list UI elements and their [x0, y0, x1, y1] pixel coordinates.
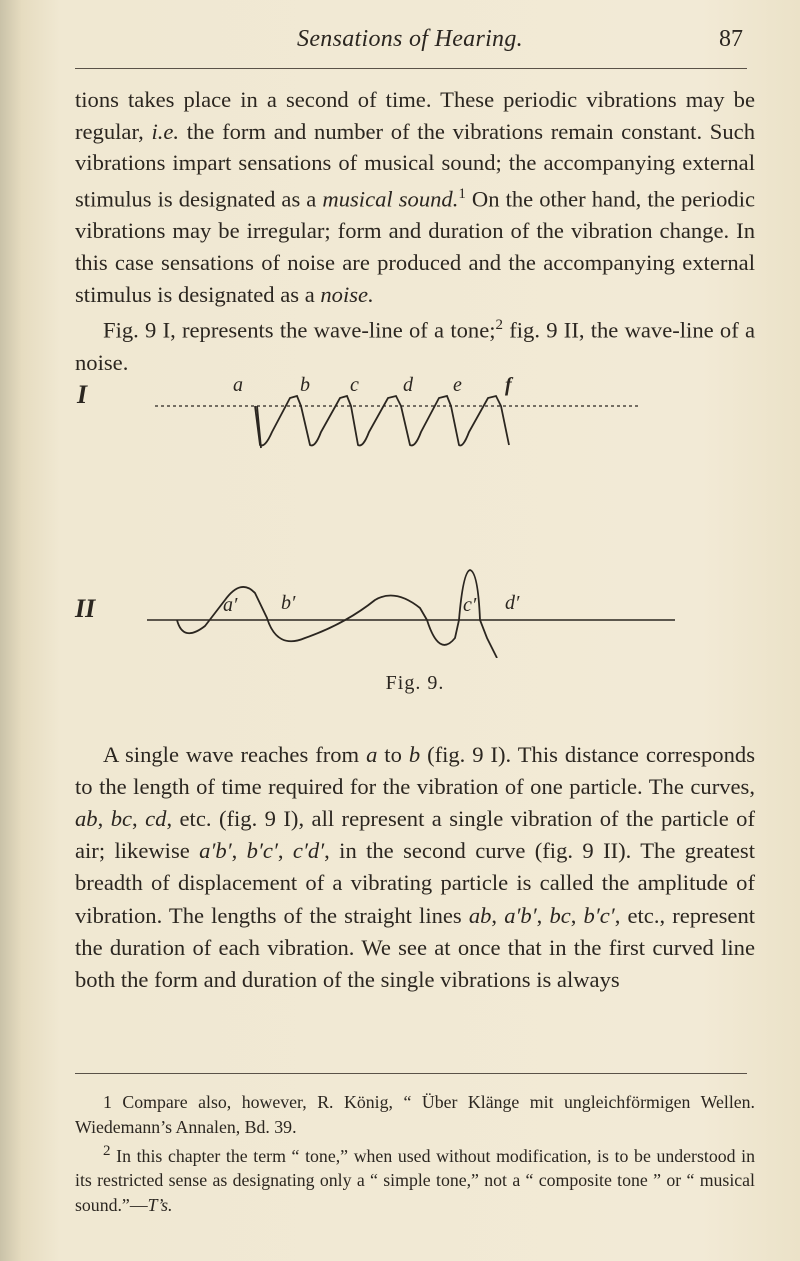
footnote-rule: [75, 1073, 747, 1074]
figure-row-label-II: II: [75, 594, 96, 623]
footnote-2-text: In this chapter the term “ tone,” when used without modification, is to be understood in its restricted sense as designating only a “ simple tone,” not a “ composite tone ” or “ musical sound.”—: [75, 1145, 755, 1215]
wave-diagram: [75, 388, 755, 658]
p3-t6: , etc. (fig. 9 I), all represent a single vibration of the particle of air; likewise: [75, 806, 755, 864]
p3-a: a: [366, 741, 378, 767]
p1-text-c: On the other hand, the periodic vibrations may be irregular; form and duration of the vibration change. In this case sensations of noise are produced and the accompanying external stimulus is designated as a: [75, 186, 755, 307]
footnote-marker-1: 1: [458, 186, 466, 203]
p3-ab2: ab: [468, 902, 492, 928]
point-label-f: f: [505, 374, 512, 396]
p3-cd: cd: [145, 806, 167, 831]
point-label-c: c: [350, 374, 359, 396]
page-number: 87: [719, 26, 743, 52]
p3-b: b: [408, 741, 421, 767]
footnote-1-text: Compare also, however, R. König, “ Über Klänge mit ungleichförmigen Wellen. Wiedemann’s Annalen, Bd. 39.: [75, 1092, 755, 1137]
p3-t12: ,: [570, 902, 584, 928]
p3-t8: ,: [277, 838, 293, 864]
paragraph-1: [75, 84, 755, 310]
footnote-marker-2: 2: [495, 317, 504, 334]
tone-wave-curve: [255, 396, 509, 445]
p3-t2: to: [377, 741, 409, 767]
header-rule: [75, 68, 747, 69]
p1-text-b: the form and number of the vibrations remain constant. Such vibrations impart sensations of musical sound; the accompanying external stimulus is designated as a: [75, 118, 755, 212]
body-text-top: [75, 84, 755, 378]
p1-ie: i.e.: [151, 118, 180, 144]
page-header: [75, 18, 745, 58]
p3-t1: A single wave reaches from: [103, 741, 367, 767]
point-label-a: a: [233, 374, 243, 396]
p3-t11: ,: [536, 902, 550, 928]
footnotes: [75, 1090, 755, 1217]
p3-t3: (fig. 9 I). This distance corresponds to the length of time required for the vibration of one particle. The curves,: [75, 741, 755, 799]
point-label-a-prime: a′: [223, 594, 238, 616]
figure-caption: Fig. 9.: [385, 672, 445, 694]
p1-noise: noise.: [320, 281, 374, 307]
point-label-b-prime: b′: [281, 592, 296, 614]
p3-apbp2: a′b′: [504, 902, 537, 928]
p3-bc: bc: [110, 806, 133, 831]
p3-bc2: bc: [549, 902, 571, 928]
body-text-bottom: [75, 716, 755, 1019]
point-label-c-prime: c′: [463, 594, 477, 616]
p3-bpcp2: b′c′: [583, 902, 615, 928]
p3-apbp: a′b′: [199, 838, 232, 864]
running-title: Sensations of Hearing.: [297, 26, 523, 52]
p1-text-a: tions takes place in a second of time. These periodic vibrations may be regular,: [75, 87, 755, 144]
p3-t5: ,: [132, 806, 146, 831]
p3-cpdp: c′d′: [292, 838, 325, 864]
point-label-d: d: [403, 374, 413, 396]
point-label-b: b: [300, 374, 310, 396]
footnote-2-attribution: T’s.: [147, 1194, 173, 1215]
footnote-2: [75, 1139, 755, 1217]
p3-t9: , in the second curve (fig. 9 II). The greatest breadth of displacement of a vibrating particle is called the amplitude of vibration. The lengths of the straight lines: [75, 838, 756, 928]
point-label-d-prime: d′: [505, 592, 520, 614]
p3-t13: , etc., represent the duration of each vibration. We see at once that in the first curved line both the form and duration of the single vibrations is always: [75, 902, 756, 993]
p3-t4: ,: [97, 806, 111, 831]
footnote-1: [75, 1090, 755, 1139]
point-label-e: e: [453, 374, 462, 396]
p3-t7: ,: [231, 838, 247, 864]
p3-ab: ab: [75, 806, 98, 831]
paragraph-3: [75, 739, 755, 997]
footnote-1-number: 1: [103, 1092, 112, 1112]
paragraph-2: [75, 310, 755, 378]
p3-bpcp: b′c′: [246, 838, 278, 864]
figure-row-label-I: I: [77, 380, 88, 409]
p3-t10: ,: [491, 902, 505, 928]
p2-text-b: fig. 9 II, the wave-line of a noise.: [75, 317, 755, 375]
footnote-2-number: 2: [103, 1143, 111, 1159]
p2-text-a: Fig. 9 I, represents the wave-line of a tone;: [103, 317, 496, 343]
figure-9: [75, 374, 755, 694]
p1-musical-sound: musical sound.: [322, 186, 459, 212]
